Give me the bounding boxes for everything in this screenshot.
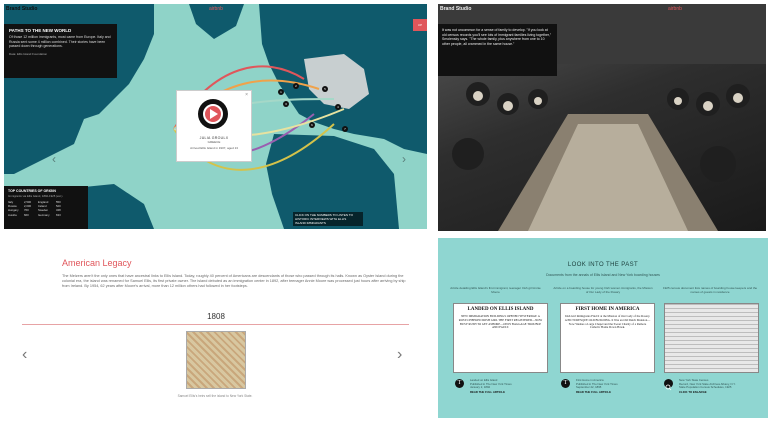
meta-title: First Home in America xyxy=(576,378,604,382)
paths-credit: Data: Ellis Island Foundation xyxy=(9,51,48,56)
country-value: 633 xyxy=(56,212,61,217)
country-value: 550 xyxy=(56,200,61,204)
instructions-line: CLICK ON THE NUMBERS TO LISTEN TO xyxy=(295,213,353,217)
map-instructions xyxy=(293,212,363,226)
meta-title: New York State Census xyxy=(679,378,709,382)
airbnb-logo: airbnb xyxy=(668,6,682,12)
map-next-arrow[interactable]: › xyxy=(402,152,406,166)
clipping-subheadline: NEW IMMIGRATION BUILDINGS OPENED YESTERDAY. A ROSY-CHEEKED IRISH GIRL THE FIRST REGISTERED—NOW BUSY RUSH TO GET ASHORE—ONLY BAGGAGE TROUBLE AND FAULT. xyxy=(458,314,543,330)
enlarge-link[interactable]: CLICK TO ENLARGE xyxy=(679,389,707,394)
immigrant-description: Arrived Ellis Island in 1907, aged 13 xyxy=(190,146,238,150)
paths-title: PATHS TO THE NEW WORLD xyxy=(9,28,72,33)
close-icon[interactable]: × xyxy=(245,92,248,98)
country-name: Germany xyxy=(38,212,50,217)
instructions-line: ISLAND IMMIGRANTS xyxy=(295,221,326,225)
document-description: Article on a boarding house for young Irish women immigrants, the Mission of Our Lady of the Rosary xyxy=(553,286,653,294)
country-value: 2,500 xyxy=(24,200,31,204)
country-name: Hungary xyxy=(8,208,19,213)
map-prev-arrow[interactable]: ‹ xyxy=(52,152,56,166)
newspaper-clipping[interactable] xyxy=(560,303,655,373)
country-name: Sweden xyxy=(38,208,49,213)
nyt-logo-icon: T xyxy=(455,379,464,388)
brand-studio-logo: Brand Studio xyxy=(440,6,472,12)
zoom-icon xyxy=(664,379,673,388)
country-value: 520 xyxy=(56,204,61,209)
census-document-image[interactable] xyxy=(664,303,759,373)
timeline-caption: Samuel Ellis's heirs sell the island to New York State. xyxy=(177,394,253,398)
top-countries-subtitle: Immigrants via Ellis Island, 1892-1925 (est.) xyxy=(8,194,63,198)
country-name: England xyxy=(38,200,49,204)
timeline-prev-arrow[interactable]: ‹ xyxy=(22,346,28,363)
section-body: The Melzers aren't the only ones that have ancestral links to Ellis Island. Today, roughly 40 percent of Americans are descendants of those who passed through its halls. Known as Oyster Island during the colonial era, the island was renamed for Samuel Ellis, its first private owner. The island debuted as an immigration center in 1892, after teenager Annie Moore was processed just hours after arriving by ship from Ireland. By 1954, 62 years after Moore's arrival, more than 12 million others had followed in her footsteps. xyxy=(62,274,406,288)
brand-studio-logo: Brand Studio xyxy=(6,6,38,12)
clipping-headline: LANDED ON ELLIS ISLAND xyxy=(467,307,534,312)
country-value: 760 xyxy=(24,208,29,213)
top-countries-box xyxy=(4,186,88,229)
historic-map-image[interactable] xyxy=(186,331,246,389)
timeline-next-arrow[interactable]: › xyxy=(397,346,403,363)
meta-source: Record, New York State Archives Albany, N.Y. xyxy=(679,381,736,386)
read-article-link[interactable]: READ THE FULL ARTICLE xyxy=(470,389,505,394)
country-name: Austria xyxy=(8,212,17,217)
document-description: Article detailing Ellis Island's first immigrant, teenager Irish girl Annie Moore xyxy=(450,286,541,294)
clipping-subheadline: Irish Girl Immigrants Find It at the Mission of Our Lady of the Rosary. A PICTURESQUE OLD BUILDING. It Was an Old Dutch Mansion—Now Washes a Large Chapel and the Sweet Charity of a Remote Catholic Home Down Hawk. xyxy=(564,314,651,330)
play-audio-button[interactable] xyxy=(198,99,228,129)
interview-marker[interactable]: 7 xyxy=(342,126,348,132)
document-meta xyxy=(576,379,656,394)
countries-table xyxy=(8,200,84,217)
interview-marker[interactable]: 5 xyxy=(322,86,328,92)
document-meta xyxy=(679,379,764,394)
document-meta xyxy=(470,379,550,394)
meta-title: Landed on Ellis Island xyxy=(470,378,498,382)
play-icon xyxy=(203,104,223,124)
interview-marker[interactable]: 3 xyxy=(283,101,289,107)
interview-marker[interactable]: 1 xyxy=(278,89,284,95)
instructions-line: HISTORIC INTERVIEWS WITH ELLIS xyxy=(295,217,347,221)
country-value: 660 xyxy=(24,212,29,217)
country-name: Italy xyxy=(8,200,14,204)
country-name: Russia xyxy=(8,204,17,209)
paths-info-box xyxy=(4,24,117,78)
interview-marker[interactable]: 2 xyxy=(293,83,299,89)
top-countries-title: TOP COUNTRIES OF ORIGIN xyxy=(8,189,56,193)
documents-title: LOOK INTO THE PAST xyxy=(567,262,639,268)
paths-body: Of those 12 million immigrants, most came from Europe. Italy and Russia sent some 4 million combined. Their stories have been passed down through generations. xyxy=(9,35,111,49)
quote-box: It was not uncommon for a sense of family to develop. "If you look at old census records you'll see lots of immigrant families living together," Smolensky says. "The whole family, plus anywhere from one to 10 other people, all crammed in the same house." xyxy=(438,24,557,76)
immigrant-name: JULIA GROULX xyxy=(199,136,229,140)
interview-popup xyxy=(176,90,252,162)
nyt-logo-icon: T xyxy=(561,379,570,388)
meta-source: Published in The New York Times xyxy=(576,381,618,386)
read-article-link[interactable]: READ THE FULL ARTICLE xyxy=(576,389,611,394)
meta-date: State Population Census Schedules, 1925 xyxy=(679,385,732,390)
meta-date: January 2, 1892 xyxy=(470,385,491,390)
immigrant-country: GREECE xyxy=(207,140,221,144)
airbnb-logo: airbnb xyxy=(209,6,223,12)
documents-subtitle: Documents from the annals of Ellis Island and New York boarding houses xyxy=(546,273,660,277)
interview-marker[interactable]: 6 xyxy=(309,122,315,128)
country-value: 348 xyxy=(56,208,61,213)
country-value: 2,000 xyxy=(24,204,31,209)
scroll-top-button[interactable]: UP xyxy=(413,19,427,31)
newspaper-clipping[interactable] xyxy=(453,303,548,373)
interview-marker[interactable]: 4 xyxy=(335,104,341,110)
document-description: 1925 census document lists names of boarding house keepers and the names of guests in residence xyxy=(662,286,758,294)
clipping-headline: FIRST HOME IN AMERICA xyxy=(575,307,640,312)
section-title: American Legacy xyxy=(62,258,132,268)
country-name: Ireland xyxy=(38,204,47,209)
timeline-line xyxy=(22,324,409,325)
meta-source: Published in The New York Times xyxy=(470,381,512,386)
meta-date: September 22, 1895 xyxy=(576,385,602,390)
timeline-year: 1808 xyxy=(207,312,225,321)
